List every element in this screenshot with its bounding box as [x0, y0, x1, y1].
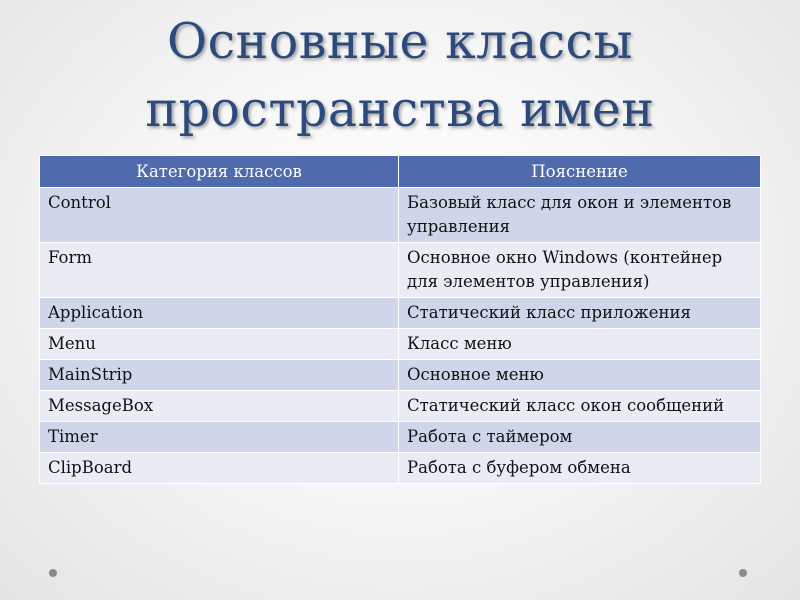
table-row — [40, 360, 761, 391]
cell-category: Timer — [40, 422, 399, 453]
cell-category: ClipBoard — [40, 453, 399, 484]
header-description: Пояснение — [399, 156, 761, 188]
table-header-row — [40, 156, 761, 188]
cell-description: Основное меню — [399, 360, 761, 391]
slide-title — [0, 8, 800, 144]
table-row — [40, 188, 761, 243]
table-row — [40, 422, 761, 453]
cell-description: Статический класс приложения — [399, 298, 761, 329]
cell-description: Базовый класс для окон и элементов управления — [399, 188, 761, 243]
table-row — [40, 391, 761, 422]
cell-description: Работа с таймером — [399, 422, 761, 453]
cell-description: Класс меню — [399, 329, 761, 360]
table-row — [40, 243, 761, 298]
cell-category: Control — [40, 188, 399, 243]
classes-table — [39, 155, 761, 484]
slide-title-line-1: Основные классы — [167, 13, 633, 70]
cell-category: Menu — [40, 329, 399, 360]
cell-category: MainStrip — [40, 360, 399, 391]
cell-category: Application — [40, 298, 399, 329]
slide-title-line-2: пространства имен — [145, 81, 655, 138]
cell-description: Работа с буфером обмена — [399, 453, 761, 484]
table-row — [40, 453, 761, 484]
cell-description: Основное окно Windows (контейнер для элементов управления) — [399, 243, 761, 298]
cell-category: MessageBox — [40, 391, 399, 422]
cell-category: Form — [40, 243, 399, 298]
table-row — [40, 329, 761, 360]
left-dot-icon — [49, 569, 57, 577]
table-row — [40, 298, 761, 329]
right-dot-icon — [739, 569, 747, 577]
cell-description: Статический класс окон сообщений — [399, 391, 761, 422]
header-category: Категория классов — [40, 156, 399, 188]
